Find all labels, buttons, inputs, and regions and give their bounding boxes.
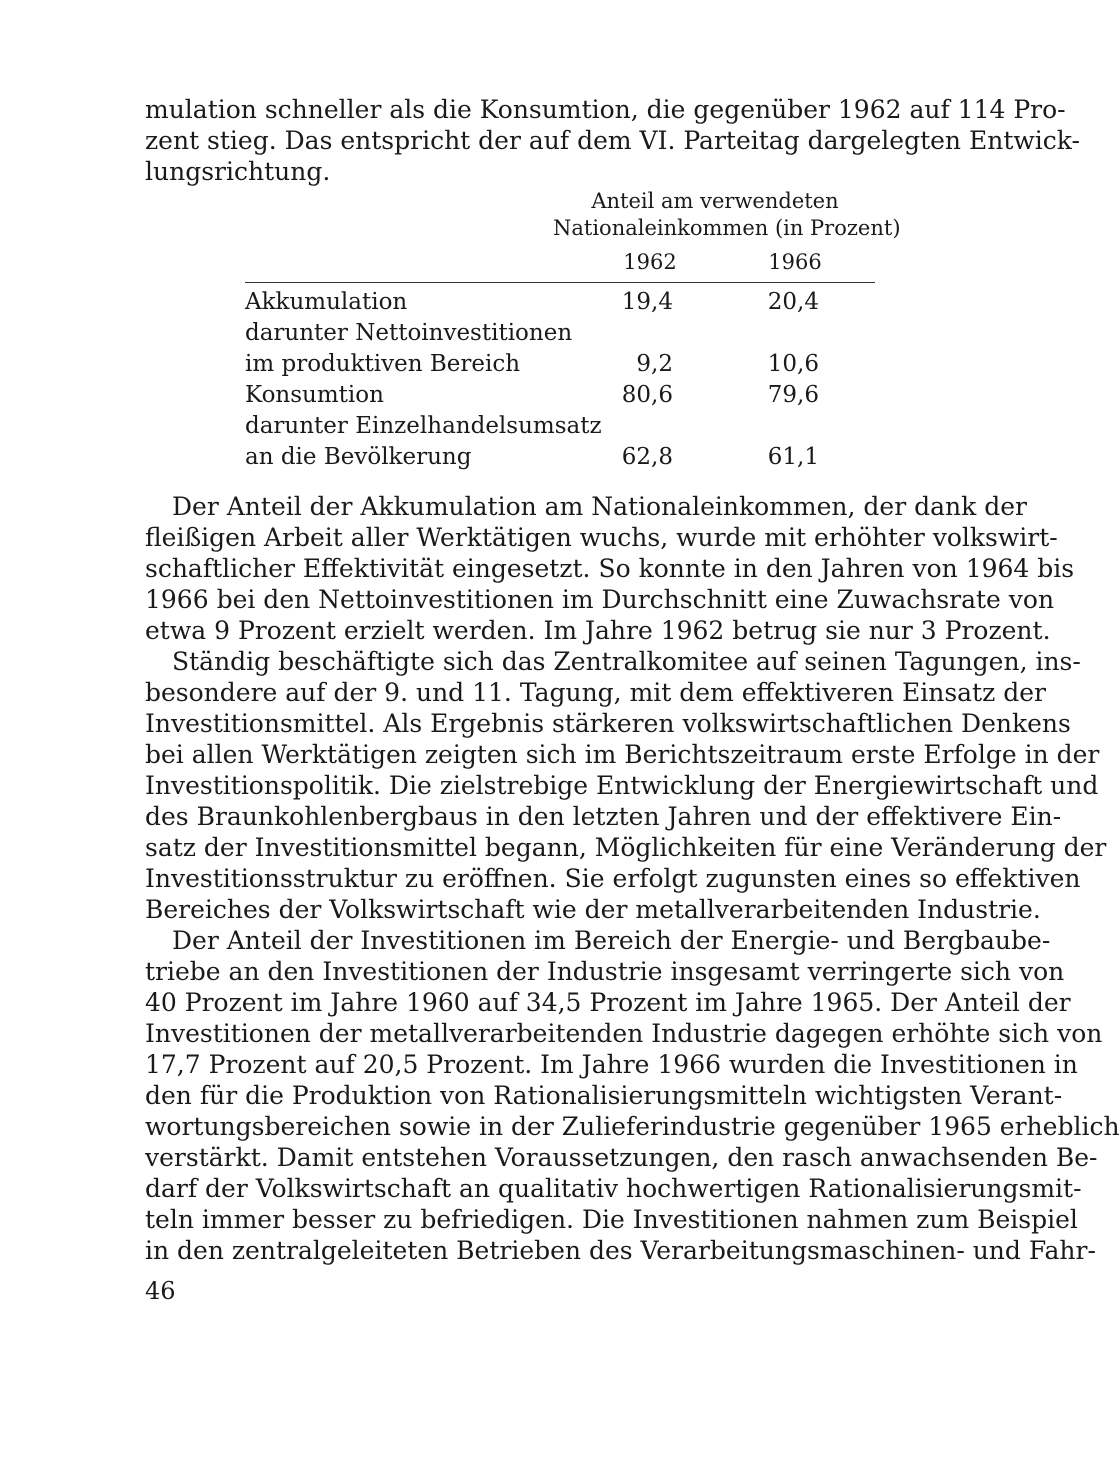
paragraph-line: triebe an den Investitionen der Industrie insgesamt verringerte sich von bbox=[145, 957, 1065, 986]
table-col-1962: 1962 bbox=[623, 250, 677, 274]
paragraph-line: 40 Prozent im Jahre 1960 auf 34,5 Prozent im Jahre 1965. Der Anteil der bbox=[145, 988, 1071, 1017]
table-cell-1962: 62,8 bbox=[621, 444, 673, 470]
paragraph-line: darf der Volkswirtschaft an qualitativ hochwertigen Rationalisierungsmit- bbox=[145, 1174, 1082, 1203]
paragraph-line: in den zentralgeleiteten Betrieben des Verarbeitungsmaschinen- und Fahr- bbox=[145, 1236, 1096, 1265]
paragraph-line: wortungsbereichen sowie in der Zulieferindustrie gegenüber 1965 erheblich bbox=[145, 1112, 1120, 1141]
paragraph-line: den für die Produktion von Rationalisierungsmitteln wichtigsten Verant- bbox=[145, 1081, 1063, 1110]
page-number: 46 bbox=[145, 1277, 176, 1305]
paragraph-line: 17,7 Prozent auf 20,5 Prozent. Im Jahre 1966 wurden die Investitionen in bbox=[145, 1050, 1078, 1079]
table-row-label: darunter Nettoinvestitionen bbox=[245, 320, 573, 346]
paragraph-line: schaftlicher Effektivität eingesetzt. So konnte in den Jahren von 1964 bis bbox=[145, 554, 1075, 583]
paragraph-line: Bereiches der Volkswirtschaft wie der metallverarbeitenden Industrie. bbox=[145, 895, 1041, 924]
table-row-label: im produktiven Bereich bbox=[245, 351, 521, 377]
table-cell-1962: 80,6 bbox=[621, 382, 673, 408]
table-row-label: Akkumulation bbox=[245, 289, 408, 315]
paragraph-line: Investitionsstruktur zu eröffnen. Sie erfolgt zugunsten eines so effektiven bbox=[145, 864, 1081, 893]
paragraph-line: fleißigen Arbeit aller Werktätigen wuchs, wurde mit erhöhter volkswirt- bbox=[145, 523, 1058, 552]
table-row bbox=[245, 380, 875, 411]
table-header-line2: Nationaleinkommen (in Prozent) bbox=[553, 216, 901, 240]
table-cell-1966: 10,6 bbox=[767, 351, 819, 377]
table-row bbox=[245, 349, 875, 380]
paragraph-line: Der Anteil der Investitionen im Bereich der Energie- und Bergbaube- bbox=[172, 926, 1051, 955]
table-cell-1962: 19,4 bbox=[621, 289, 673, 315]
paragraph-line: 1966 bei den Nettoinvestitionen im Durchschnitt eine Zuwachsrate von bbox=[145, 585, 1055, 614]
paragraph-line: satz der Investitionsmittel begann, Möglichkeiten für eine Veränderung der bbox=[145, 833, 1107, 862]
paragraph-line: Der Anteil der Akkumulation am Nationaleinkommen, der dank der bbox=[172, 492, 1027, 521]
table-row bbox=[245, 318, 875, 349]
paragraph-line: bei allen Werktätigen zeigten sich im Berichtszeitraum erste Erfolge in der bbox=[145, 740, 1100, 769]
paragraph-line: besondere auf der 9. und 11. Tagung, mit dem effektiveren Einsatz der bbox=[145, 678, 1046, 707]
table-row bbox=[245, 287, 875, 318]
intro-line: lungsrichtung. bbox=[145, 157, 331, 186]
paragraph-line: etwa 9 Prozent erzielt werden. Im Jahre 1962 betrug sie nur 3 Prozent. bbox=[145, 616, 1051, 645]
intro-line: mulation schneller als die Konsumtion, die gegenüber 1962 auf 114 Pro- bbox=[145, 95, 1066, 124]
table-cell-1966: 20,4 bbox=[767, 289, 819, 315]
paragraph-line: Investitionspolitik. Die zielstrebige Entwicklung der Energiewirtschaft und bbox=[145, 771, 1099, 800]
table-row-label: Konsumtion bbox=[245, 382, 384, 408]
table-header-line1: Anteil am verwendeten bbox=[591, 189, 839, 213]
table-row-label: an die Bevölkerung bbox=[245, 444, 472, 470]
paragraph-line: Ständig beschäftigte sich das Zentralkomitee auf seinen Tagungen, ins- bbox=[172, 647, 1081, 676]
table-row-label: darunter Einzelhandelsumsatz bbox=[245, 413, 602, 439]
paragraph-line: Investitionen der metallverarbeitenden Industrie dagegen erhöhte sich von bbox=[145, 1019, 1103, 1048]
table-cell-1966: 79,6 bbox=[767, 382, 819, 408]
table-col-1966: 1966 bbox=[768, 250, 822, 274]
intro-line: zent stieg. Das entspricht der auf dem VI. Parteitag dargelegten Entwick- bbox=[145, 126, 1080, 155]
table-row bbox=[245, 411, 875, 442]
table-row bbox=[245, 442, 875, 473]
table-cell-1962: 9,2 bbox=[636, 351, 673, 377]
paragraph-line: teln immer besser zu befriedigen. Die Investitionen nahmen zum Beispiel bbox=[145, 1205, 1078, 1234]
table-rule bbox=[245, 282, 875, 283]
table-cell-1966: 61,1 bbox=[767, 444, 819, 470]
paragraph-line: des Braunkohlenbergbaus in den letzten Jahren und der effektivere Ein- bbox=[145, 802, 1062, 831]
paragraph-line: Investitionsmittel. Als Ergebnis stärkeren volkswirtschaftlichen Denkens bbox=[145, 709, 1071, 738]
paragraph-line: verstärkt. Damit entstehen Voraussetzungen, den rasch anwachsenden Be- bbox=[145, 1143, 1098, 1172]
